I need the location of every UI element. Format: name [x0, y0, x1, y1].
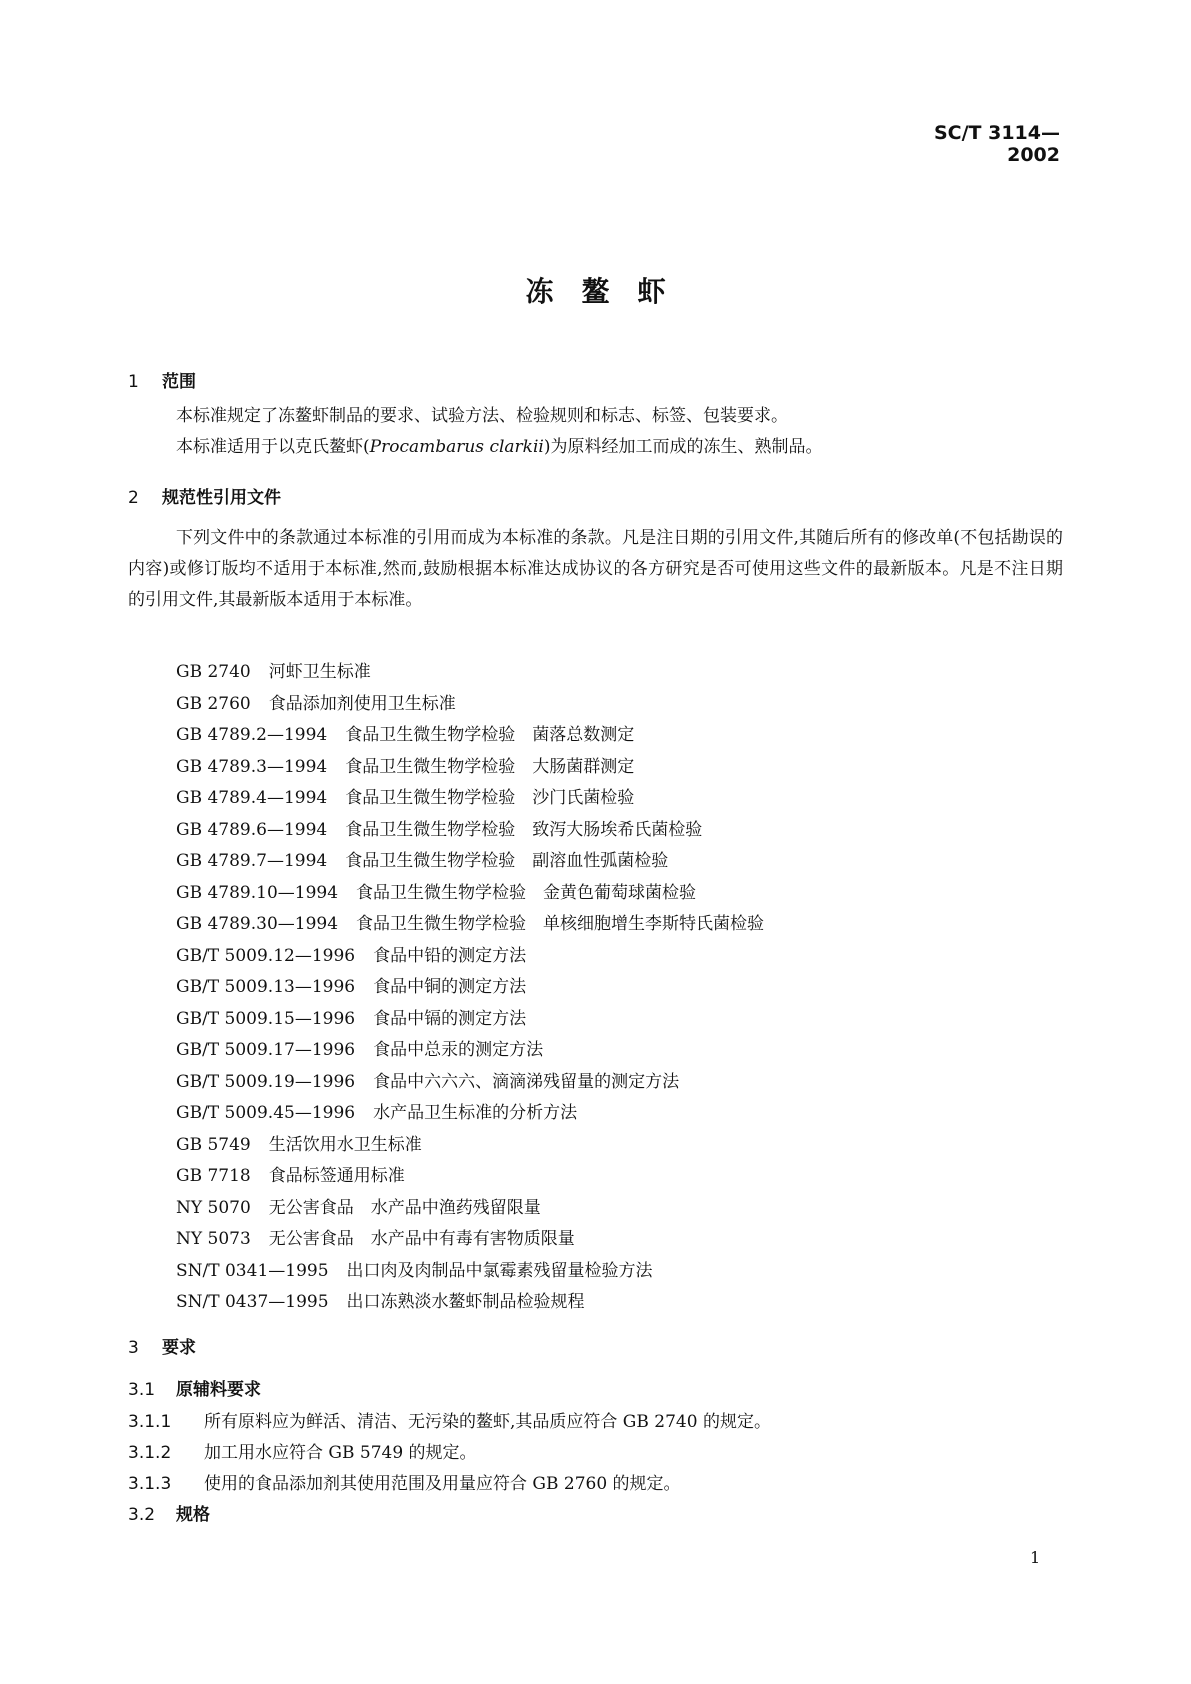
reference-item [176, 689, 764, 721]
subsection-title: 规格 [176, 1505, 210, 1525]
reference-title: 食品标签通用标准 [268, 1166, 405, 1186]
clause-text: 使用的食品添加剂其使用范围及用量应符合 GB 2760 的规定。 [204, 1474, 681, 1494]
section-number: 2 [128, 488, 139, 508]
reference-title: 食品卫生微生物学检验 单核细胞增生李斯特氏菌检验 [356, 914, 765, 934]
reference-title: 出口肉及肉制品中氯霉素残留量检验方法 [346, 1260, 653, 1281]
reference-title: 河虾卫生标准 [268, 662, 371, 682]
reference-item [176, 1224, 764, 1256]
reference-code: NY 5070 [176, 1197, 251, 1218]
subsection-number: 3.2 [128, 1505, 156, 1525]
reference-title: 食品中总汞的测定方法 [373, 1040, 544, 1060]
reference-code: GB/T 5009.13—1996 [176, 977, 356, 997]
reference-item [176, 1004, 764, 1036]
reference-item [176, 783, 764, 815]
normative-references-list [176, 657, 764, 1319]
reference-code: GB/T 5009.45—1996 [176, 1103, 356, 1123]
scope-paragraph-2 [128, 432, 1063, 463]
reference-title: 生活饮用水卫生标准 [268, 1134, 422, 1155]
reference-item [176, 815, 764, 847]
reference-code: GB/T 5009.17—1996 [176, 1040, 356, 1060]
clause-3-1-3 [128, 1469, 681, 1494]
reference-item [176, 972, 764, 1004]
reference-item [176, 720, 764, 752]
reference-code: GB/T 5009.15—1996 [176, 1008, 356, 1029]
reference-code: GB 4789.30—1994 [176, 914, 339, 934]
scope-paragraph-1: 本标准规定了冻鳌虾制品的要求、试验方法、检验规则和标志、标签、包装要求。 [176, 406, 788, 426]
reference-item [176, 909, 764, 941]
reference-title: 无公害食品 水产品中有毒有害物质限量 [268, 1229, 575, 1249]
reference-title: 食品中六六六、滴滴涕残留量的测定方法 [373, 1071, 680, 1092]
clause-number: 3.1.2 [128, 1443, 172, 1463]
reference-title: 食品中铅的测定方法 [373, 945, 527, 966]
scope-text-after: )为原料经加工而成的冻生、熟制品。 [543, 437, 823, 457]
reference-title: 食品卫生微生物学检验 大肠菌群测定 [345, 756, 635, 777]
reference-title: 食品中镉的测定方法 [373, 1008, 527, 1029]
reference-item [176, 1067, 764, 1099]
reference-item [176, 1193, 764, 1225]
section-3-heading [128, 1333, 196, 1358]
section-1-heading [128, 367, 196, 392]
reference-item [176, 1161, 764, 1193]
reference-code: NY 5073 [176, 1229, 251, 1249]
reference-title: 食品中铜的测定方法 [373, 977, 527, 997]
subsection-3-1-heading [128, 1375, 261, 1400]
subsection-title: 原辅料要求 [176, 1380, 261, 1400]
subsection-number: 3.1 [128, 1380, 156, 1400]
reference-title: 食品卫生微生物学检验 菌落总数测定 [345, 725, 635, 745]
reference-code: GB 4789.7—1994 [176, 851, 328, 871]
reference-code: GB/T 5009.19—1996 [176, 1071, 356, 1092]
reference-title: 食品卫生微生物学检验 副溶血性弧菌检验 [345, 851, 669, 871]
reference-item [176, 1130, 764, 1162]
reference-code: SN/T 0341—1995 [176, 1260, 329, 1281]
reference-code: SN/T 0437—1995 [176, 1292, 329, 1312]
reference-title: 无公害食品 水产品中渔药残留限量 [268, 1197, 541, 1218]
reference-title: 食品添加剂使用卫生标准 [268, 693, 456, 714]
section-number: 1 [128, 372, 139, 392]
scope-text-before: 本标准适用于以克氏鳌虾( [176, 437, 370, 457]
reference-item [176, 1256, 764, 1288]
reference-code: GB 5749 [176, 1134, 251, 1155]
reference-code: GB 4789.6—1994 [176, 819, 328, 840]
reference-item [176, 846, 764, 878]
clause-text: 所有原料应为鲜活、清洁、无污染的鳌虾,其品质应符合 GB 2740 的规定。 [204, 1412, 771, 1432]
reference-title: 出口冻熟淡水鳌虾制品检验规程 [346, 1292, 585, 1312]
reference-title: 水产品卫生标准的分析方法 [373, 1103, 578, 1123]
reference-item [176, 752, 764, 784]
reference-item [176, 878, 764, 910]
document-code: SC/T 3114—2002 [933, 122, 1060, 166]
references-intro-paragraph: 下列文件中的条款通过本标准的引用而成为本标准的条款。凡是注日期的引用文件,其随后所有的修改单(不包括勘误的内容)或修订版均不适用于本标准,然而,鼓励根据本标准达成协议的各方研究是否可使用这些文件的最新版本。凡是不注日期的引用文件,其最新版本适用于本标准。 [128, 528, 1063, 610]
reference-code: GB 2740 [176, 662, 251, 682]
section-2-heading [128, 483, 281, 508]
species-latin-name: Procambarus clarkii [369, 437, 544, 457]
section-number: 3 [128, 1338, 139, 1358]
page-number: 1 [1030, 1548, 1041, 1567]
reference-item [176, 941, 764, 973]
reference-code: GB 7718 [176, 1166, 251, 1186]
clause-number: 3.1.3 [128, 1474, 172, 1494]
section-title: 要求 [162, 1338, 196, 1358]
clause-3-1-2 [128, 1438, 477, 1463]
section-title: 规范性引用文件 [162, 488, 281, 508]
clause-number: 3.1.1 [128, 1412, 172, 1432]
reference-code: GB 2760 [176, 693, 251, 714]
section-title: 范围 [162, 372, 196, 392]
reference-item [176, 657, 764, 689]
reference-title: 食品卫生微生物学检验 沙门氏菌检验 [345, 788, 635, 808]
reference-item [176, 1035, 764, 1067]
reference-code: GB 4789.2—1994 [176, 725, 328, 745]
reference-code: GB 4789.3—1994 [176, 756, 328, 777]
clause-text: 加工用水应符合 GB 5749 的规定。 [204, 1443, 477, 1463]
reference-code: GB 4789.4—1994 [176, 788, 328, 808]
clause-3-1-1 [128, 1407, 771, 1432]
document-title: 冻鳌虾 [525, 275, 694, 308]
reference-title: 食品卫生微生物学检验 金黄色葡萄球菌检验 [356, 882, 697, 903]
reference-title: 食品卫生微生物学检验 致泻大肠埃希氏菌检验 [345, 819, 703, 840]
reference-code: GB/T 5009.12—1996 [176, 945, 356, 966]
subsection-3-2-heading [128, 1500, 210, 1525]
reference-item [176, 1287, 764, 1319]
reference-item [176, 1098, 764, 1130]
reference-code: GB 4789.10—1994 [176, 882, 339, 903]
